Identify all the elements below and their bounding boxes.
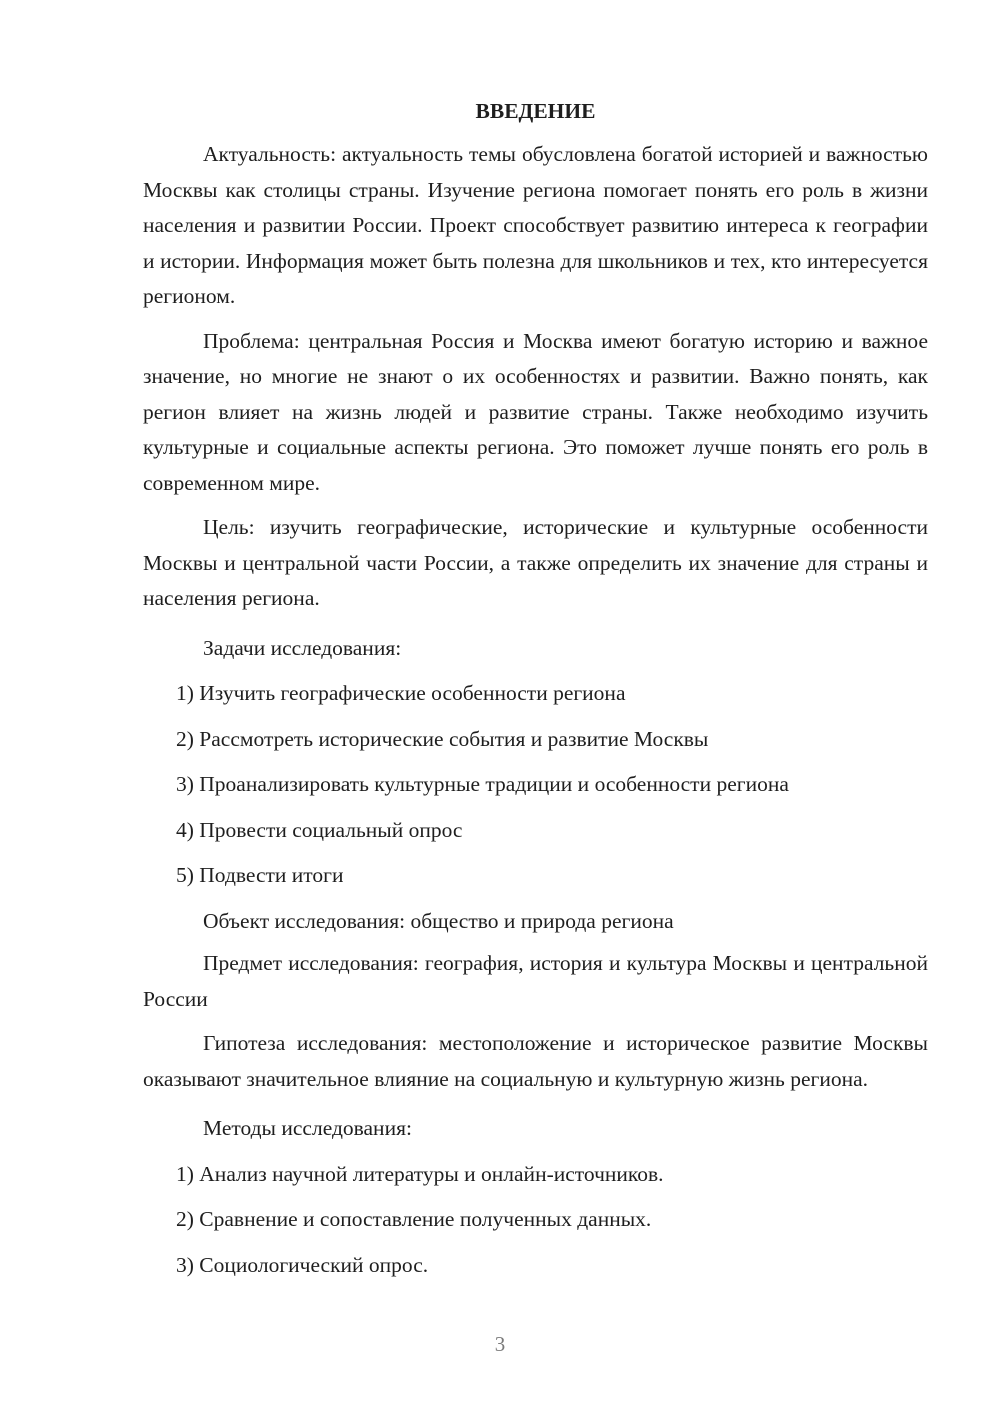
object-line: Объект исследования: общество и природа региона (203, 908, 674, 933)
tasks-list (143, 671, 928, 899)
method-item: 1) Анализ научной литературы и онлайн-источников. (176, 1161, 664, 1186)
subject-paragraph: Предмет исследования: география, история и культура Москвы и центральной России (143, 951, 928, 1011)
document-page (143, 96, 928, 1288)
task-item: 2) Рассмотреть исторические события и развитие Москвы (176, 726, 709, 751)
methods-list (143, 1152, 928, 1289)
task-item: 1) Изучить географические особенности региона (176, 681, 626, 705)
methods-heading: Методы исследования: (203, 1116, 412, 1140)
method-item: 2) Сравнение и сопоставление полученных данных. (176, 1207, 652, 1231)
tasks-heading: Задачи исследования: (203, 635, 402, 660)
relevance-paragraph: Актуальность: актуальность темы обусловлена богатой историей и важностью Москвы как столицы страны. Изучение региона помогает понять его роль в жизни населения и развитии России. Проект способствует развитию интереса к географии и истории. Информация может быть полезна для школьников и тех, кто интересуется регионом. (143, 142, 928, 308)
method-item: 3) Социологический опрос. (176, 1252, 429, 1277)
page-number: 3 (494, 1332, 506, 1356)
section-title: ВВЕДЕНИЕ (475, 99, 596, 123)
problem-paragraph: Проблема: центральная Россия и Москва имеют богатую историю и важное значение, но многие не знают о их особенностях и развитии. Важно понять, как регион влияет на жизнь людей и развитие страны. Также необходимо изучить культурные и социальные аспекты региона. Это поможет лучше понять его роль в современном мире. (143, 328, 928, 495)
task-item: 3) Проанализировать культурные традиции и особенности региона (176, 772, 789, 796)
task-item: 5) Подвести итоги (176, 863, 344, 887)
goal-paragraph: Цель: изучить географические, исторические и культурные особенности Москвы и центральной части России, а также определить их значение для страны и населения региона. (143, 515, 928, 610)
task-item: 4) Провести социальный опрос (176, 817, 463, 842)
hypothesis-paragraph: Гипотеза исследования: местоположение и историческое развитие Москвы оказывают значительное влияние на социальную и культурную жизнь региона. (143, 1031, 928, 1091)
